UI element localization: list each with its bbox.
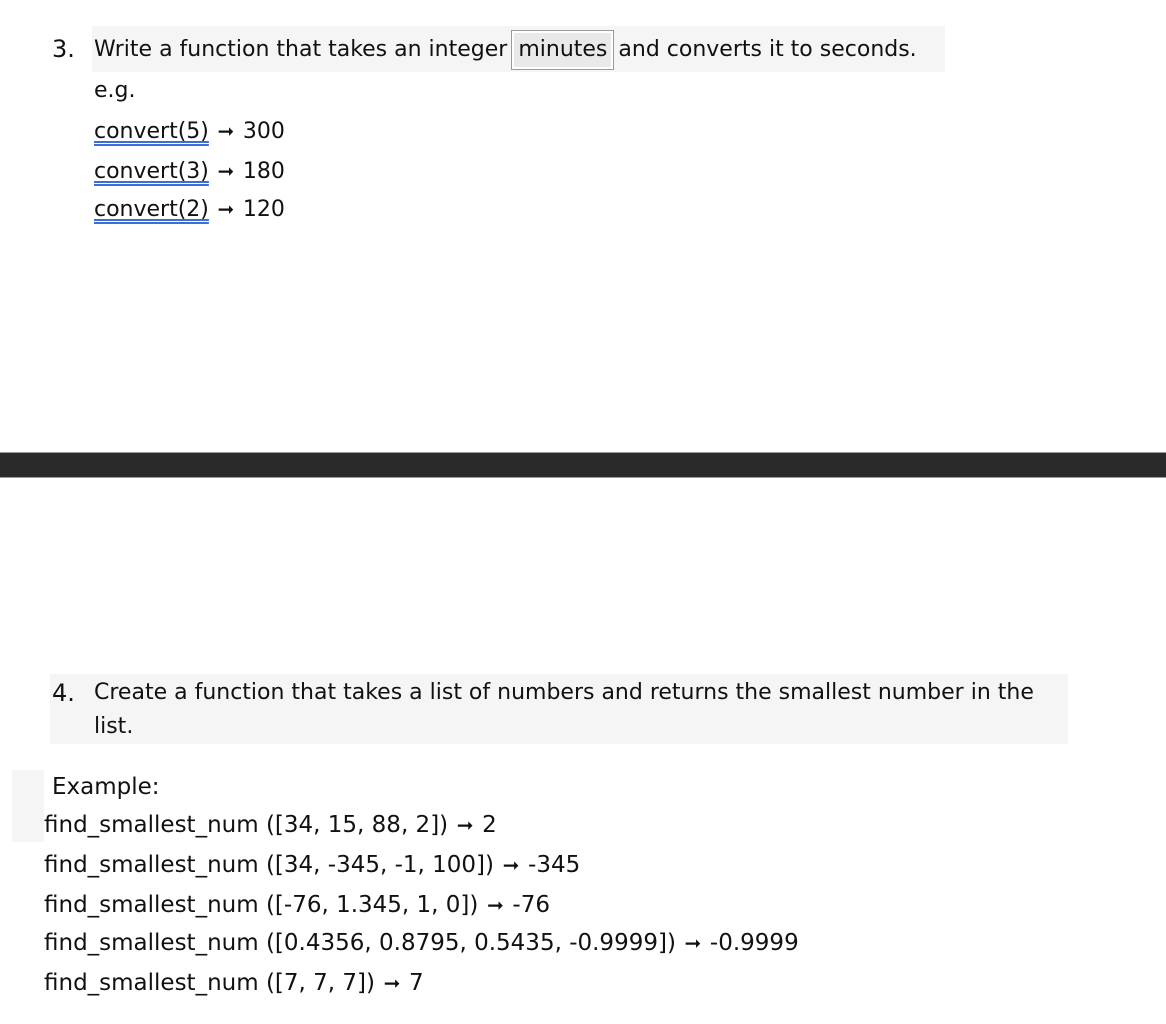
q4-example-label: Example:	[52, 774, 160, 800]
q4-example-5-result: 7	[408, 970, 424, 996]
q4-example-2-call: find_smallest_num ([34, -345, -1, 100])	[44, 852, 495, 878]
q4-example-4	[44, 928, 799, 958]
arrow-right-icon: ➞	[502, 853, 520, 877]
q4-example-3-result: -76	[512, 892, 550, 918]
q4-number: 4.	[52, 679, 75, 707]
q4-example-2	[44, 850, 580, 880]
q4-example-5	[44, 968, 424, 998]
arrow-right-icon: ➞	[217, 159, 235, 183]
q4-example-4-call: find_smallest_num ([0.4356, 0.8795, 0.5435, -0.9999])	[44, 930, 676, 956]
q3-example-1-result: 300	[242, 119, 285, 144]
q4-example-4-result: -0.9999	[709, 930, 799, 956]
q3-example-2-call: convert(3)	[94, 159, 209, 184]
q4-example-1-call: find_smallest_num ([34, 15, 88, 2])	[44, 812, 449, 838]
arrow-right-icon: ➞	[684, 931, 702, 955]
q3-example-1-call: convert(5)	[94, 119, 209, 144]
q3-example-3-result: 120	[242, 197, 285, 222]
q3-number: 3.	[52, 35, 75, 63]
page-divider	[0, 452, 1166, 478]
q4-example-3-call: find_smallest_num ([-76, 1.345, 1, 0])	[44, 892, 479, 918]
q4-example-2-result: -345	[528, 852, 581, 878]
q4-heading-line1: Create a function that takes a list of numbers and returns the smallest number in the	[94, 680, 1034, 705]
q4-example-1-result: 2	[482, 812, 497, 838]
q3-highlight-minutes: minutes	[511, 30, 614, 70]
arrow-right-icon: ➞	[456, 813, 474, 837]
q3-example-2-result: 180	[242, 159, 285, 184]
q3-example-2	[94, 156, 285, 187]
q4-heading-line2: list.	[94, 714, 134, 739]
q4-example-label-bg	[12, 770, 44, 842]
q4-example-5-call: find_smallest_num ([7, 7, 7])	[44, 970, 375, 996]
q3-example-1	[94, 116, 285, 147]
q3-example-3-call: convert(2)	[94, 197, 209, 222]
q3-text-after: and converts it to seconds.	[618, 37, 917, 62]
arrow-right-icon: ➞	[217, 119, 235, 143]
arrow-right-icon: ➞	[217, 197, 235, 221]
arrow-right-icon: ➞	[487, 893, 504, 917]
q3-text-before: Write a function that takes an integer	[94, 37, 508, 62]
q4-example-3	[44, 890, 550, 920]
q3-heading	[94, 30, 917, 70]
q3-example-3	[94, 194, 285, 225]
q4-example-1	[44, 810, 497, 840]
arrow-right-icon: ➞	[383, 971, 401, 995]
q3-eg-label: e.g.	[94, 78, 136, 103]
